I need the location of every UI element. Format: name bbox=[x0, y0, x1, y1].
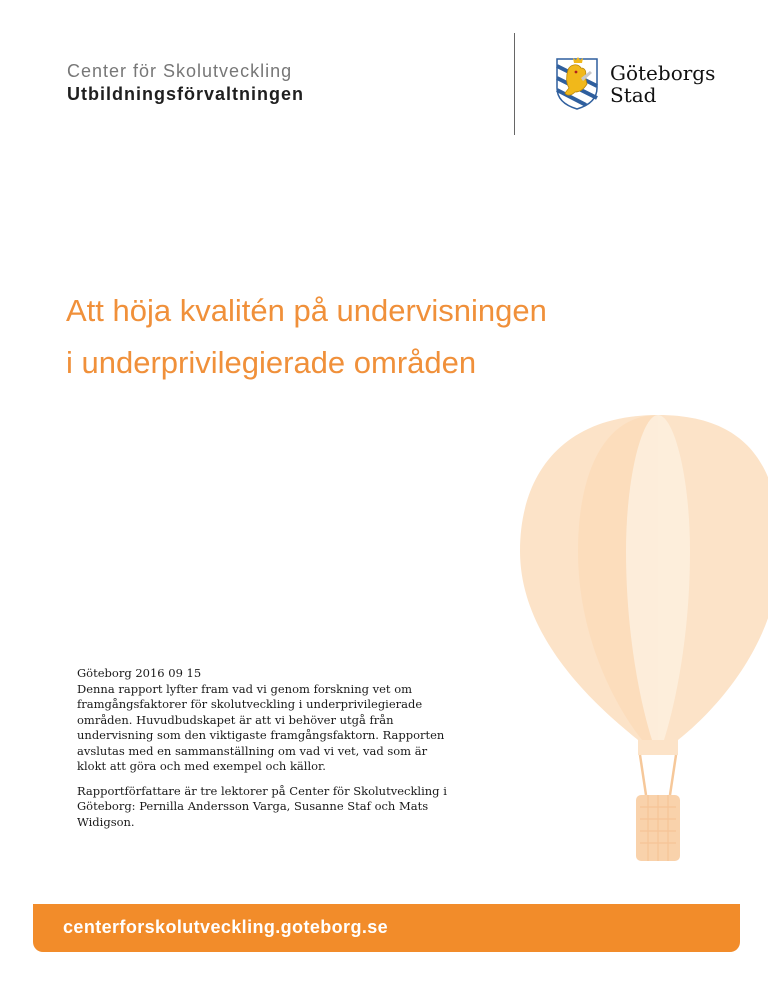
summary-line: områden. Huvudbudskapet är att vi behöver utgå från bbox=[77, 712, 394, 727]
authors-paragraph bbox=[77, 784, 517, 831]
report-title-line1: Att höja kvalitén på undervisningen bbox=[66, 293, 547, 328]
summary-line: avslutas med en sammanställning om vad vi vet, vad som är bbox=[77, 743, 428, 758]
city-name bbox=[610, 62, 715, 106]
footer-url-link[interactable]: centerforskolutveckling.goteborg.se bbox=[63, 917, 389, 937]
summary-line: Denna rapport lyfter fram vad vi genom forskning vet om bbox=[77, 681, 413, 696]
city-name-line1: Göteborgs bbox=[610, 61, 716, 85]
report-date: Göteborg 2016 09 15 bbox=[77, 666, 202, 680]
header-divider bbox=[514, 33, 515, 135]
authors-line: Göteborg: Pernilla Andersson Varga, Susanne Staf och Mats bbox=[77, 799, 429, 813]
organization-header bbox=[67, 60, 304, 106]
summary-line: framgångsfaktorer för skolutveckling i underprivilegierade bbox=[77, 697, 423, 711]
summary-line: klokt att göra och med exempel och källor. bbox=[77, 759, 326, 773]
summary-line: undervisning som den viktigaste framgångsfaktorn. Rapporten bbox=[77, 728, 445, 742]
summary-paragraph bbox=[77, 666, 517, 775]
goteborgs-stad-logo bbox=[554, 56, 724, 112]
city-name-line2: Stad bbox=[610, 83, 657, 107]
org-center-name: Center för Skolutveckling bbox=[67, 61, 293, 81]
org-admin-name: Utbildningsförvaltningen bbox=[67, 84, 304, 104]
hot-air-balloon-icon bbox=[520, 415, 768, 865]
report-title bbox=[66, 285, 666, 389]
lion-crest-icon bbox=[554, 56, 600, 110]
authors-line: Rapportförfattare är tre lektorer på Center för Skolutveckling i bbox=[77, 783, 447, 798]
report-summary bbox=[77, 666, 517, 830]
authors-line: Widigson. bbox=[77, 814, 135, 829]
report-title-line2: i underprivilegierade områden bbox=[66, 345, 477, 380]
footer-bar bbox=[33, 904, 740, 952]
